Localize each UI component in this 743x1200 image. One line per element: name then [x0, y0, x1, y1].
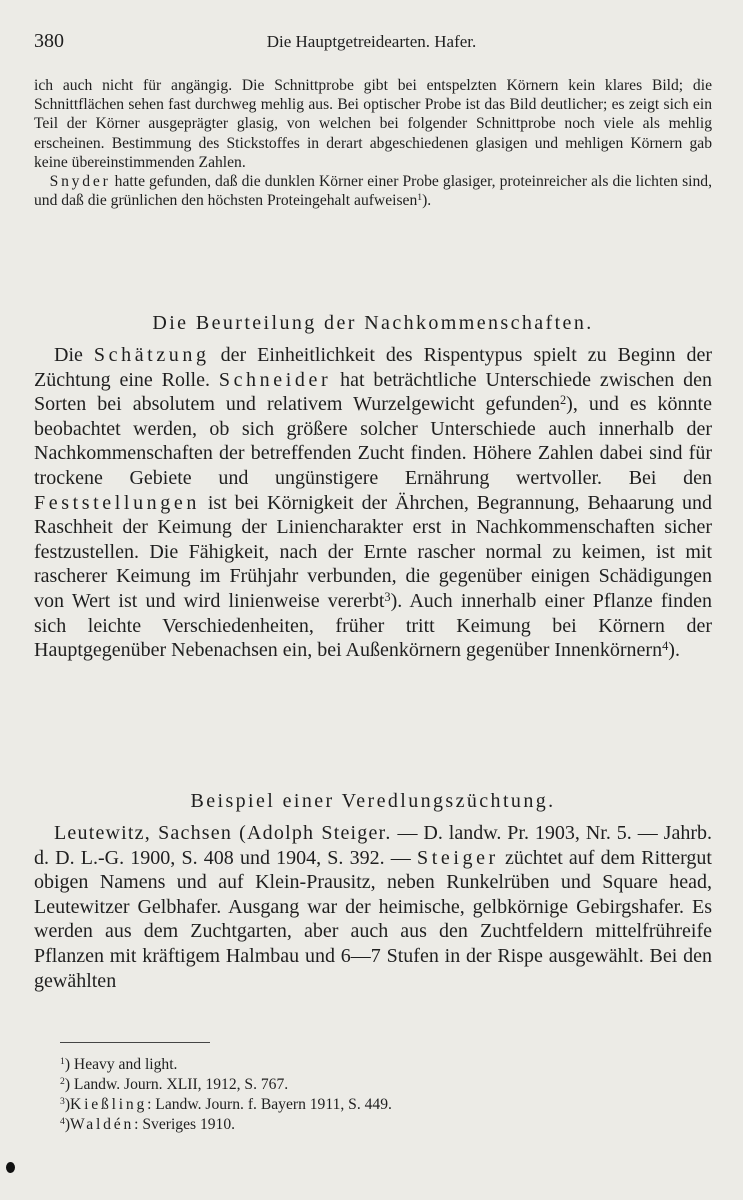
- ink-spot: [6, 1162, 15, 1173]
- intro-text: [34, 76, 712, 210]
- footnote-ref-1: 1: [417, 192, 423, 204]
- emphasis-feststellungen: Feststellungen: [34, 491, 200, 514]
- footnote-divider: [60, 1042, 210, 1043]
- footnote-2: $^2$) Landw. Journ. XLII, 1912, S. 767.: [60, 1076, 289, 1093]
- example-lead: Leutewitz, Sachsen (Adolph Steiger.: [54, 822, 392, 844]
- footnotes: [60, 1055, 700, 1135]
- footnote-ref-2: 2: [559, 393, 567, 407]
- footnote-4: $^4$)Waldén: Sveriges 1910.: [60, 1116, 236, 1133]
- assessment-paragraph: Die Schätzung der Einheitlichkeit des Rispentypus spielt zu Beginn der Züchtung eine Rolle. Schneider hat beträchtliche Unterschiede zwischen den Sorten bei absolutem und relativem Wurzelgewicht gefunden$^2$), und es könnte beobachtet werden, ob sich größere solcher Unterschiede auch innerhalb der Nachkommenschaften der betreffenden Zucht finden. Höhere Zahlen dabei sind für trockene Gebiete und ungünstigere Ernährung wertvoller. Bei den Feststellungen ist bei Körnigkeit der Ährchen, Begrannung, Behaarung und Raschheit der Keimung der Liniencharakter erst in Nachkommenschaften sicher festzustellen. Die Fähigkeit, nach der Ernte rascher normal zu keimen, ist mit rascherer Keimung im Frühjahr verbunden, die gegenüber einigen Schädigungen von Wert ist und wird linienweise vererbt$^3$). Auch innerhalb einer Pflanze finden sich leichte Verschiedenheiten, früher tritt Keimung bei Körnern der Hauptgegenüber Nebenachsen ein, bei Außenkörnern gegenüber Innenkörnern$^4$).: [34, 344, 712, 662]
- section-heading-example: Beispiel einer Veredlungszüchtung.: [190, 790, 556, 812]
- running-title: Die Hauptgetreidearten. Hafer.: [266, 32, 477, 51]
- page-header: [34, 30, 709, 54]
- emphasis-schaetzung: Schätzung: [93, 344, 210, 366]
- intro-paragraph-1: ich auch nicht für angängig. Die Schnittprobe gibt bei entspelzten Körnern kein klares Bild; die Schnittflächen sehen fast durchweg mehlig aus. Bei optischer Probe ist das Bild deutlicher; es zeigt sich ein Teil der Körner ausgeprägter glasig, von welchen bei folgender Schnittprobe noch viele als mehlig erscheinen. Bestimmung des Stickstoffes in derart abgeschiedenen glasigen und mehligen Körnern gab keine übereinstimmenden Zahlen.: [34, 77, 712, 171]
- section-heading-assessment: Die Beurteilung der Nachkommenschaften.: [152, 312, 594, 334]
- footnote-ref-4: 4: [662, 638, 669, 653]
- intro-paragraph-2: Snyder hatte gefunden, daß die dunklen Körner einer Probe glasiger, proteinreicher als die lichten sind, und daß die grünlichen den höchsten Proteingehalt aufweisen$^1$).: [34, 173, 712, 210]
- section-assessment-body: [34, 343, 712, 663]
- section-example-body: [34, 821, 712, 993]
- author-steiger: Steiger: [416, 846, 499, 869]
- footnote-3: $^3$)Kießling: Landw. Journ. f. Bayern 1911, S. 449.: [60, 1096, 392, 1113]
- page-number: 380: [34, 30, 64, 52]
- example-paragraph: Leutewitz, Sachsen (Adolph Steiger. — D. landw. Pr. 1903, Nr. 5. — Jahrb. d. D. L.-G. 1900, S. 408 und 1904, S. 392. — Steiger züchtet auf dem Rittergut obigen Namens und auf Klein-Prausitz, neben Runkelrüben und Square head, Leutewitzer Gelbhafer. Ausgang war der heimische, gelbkörnige Gebirgshafer. Es werden aus dem Zuchtgarten, aber auch aus den Zuchtfeldern mittelfrühreife Pflanzen mit kräftigem Halmbau und 6—7 Stufen in der Rispe ausgewählt. Bei den gewählten: [34, 822, 712, 992]
- author-schneider: Schneider: [218, 368, 332, 391]
- footnote-1: $^1$) Heavy and light.: [60, 1056, 178, 1073]
- footnote-ref-3: 3: [384, 589, 391, 604]
- author-snyder: Snyder: [49, 173, 111, 191]
